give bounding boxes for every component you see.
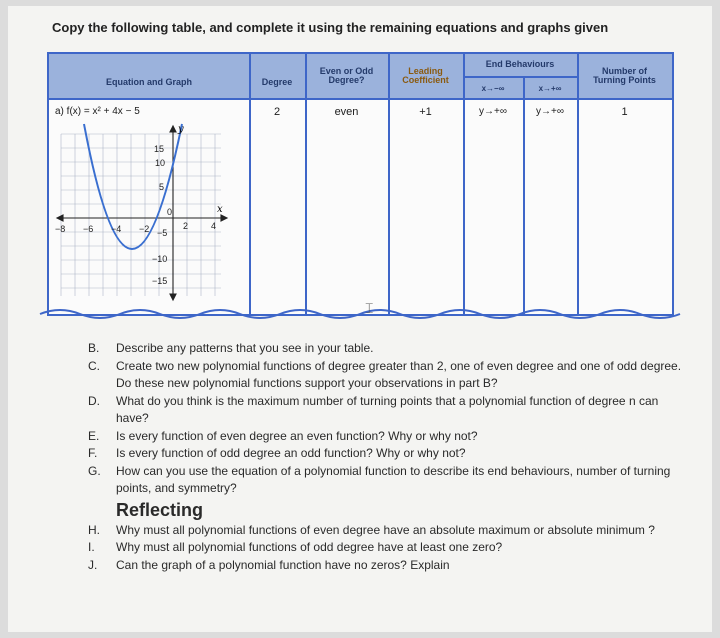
x-tick: −8 bbox=[55, 224, 66, 234]
header-end-left: x→−∞ bbox=[481, 83, 505, 93]
header-leading-coefficient bbox=[388, 54, 463, 98]
question-letter: E. bbox=[88, 428, 100, 443]
header-end-right: x→+∞ bbox=[538, 83, 562, 93]
header-degree: Degree bbox=[261, 77, 293, 88]
question-text: Create two new polynomial functions of degree greater than 2, one of even degree and one of odd degree. Do these new polynomial functions support your observations in part B? bbox=[116, 358, 682, 390]
question-letter: J. bbox=[88, 557, 98, 572]
reflecting-heading: Reflecting bbox=[116, 499, 204, 520]
x-tick: −4 bbox=[111, 224, 122, 234]
question-text: Is every function of even degree an even function? Why or why not? bbox=[116, 428, 478, 443]
equation-a: a) f(x) = x² + 4x − 5 bbox=[55, 106, 140, 117]
header-even-odd-line1: Even or Odd bbox=[319, 65, 374, 76]
torn-edge-line bbox=[40, 304, 680, 324]
header-turning-line2: Turning Points bbox=[593, 75, 656, 85]
graph-grid bbox=[61, 134, 221, 296]
question-j bbox=[88, 557, 688, 575]
question-text: How can you use the equation of a polynomial function to describe its end behaviours, number of turning points, and symmetry? bbox=[116, 463, 671, 495]
cell-even-odd: even bbox=[334, 106, 359, 118]
y-tick: 5 bbox=[159, 182, 165, 192]
header-end-behaviours: End Behaviours bbox=[485, 59, 555, 70]
cell-degree: 2 bbox=[273, 106, 281, 118]
y-tick: −5 bbox=[157, 228, 168, 238]
x-tick: −6 bbox=[83, 224, 94, 234]
y-tick: −10 bbox=[152, 254, 168, 264]
question-letter: I. bbox=[88, 540, 95, 554]
question-letter: B. bbox=[88, 341, 100, 355]
question-text: Is every function of odd degree an odd function? Why or why not? bbox=[116, 446, 466, 460]
header-even-odd bbox=[305, 54, 388, 98]
instructions-text: Copy the following table, and complete it using the remaining equations and graphs given bbox=[52, 20, 609, 35]
question-b bbox=[88, 340, 688, 358]
cell-end-left: y→+∞ bbox=[479, 106, 507, 117]
header-turning-line1: Number of bbox=[601, 65, 647, 76]
question-c bbox=[88, 358, 688, 393]
polynomial-table bbox=[47, 52, 674, 316]
questions-section bbox=[88, 340, 688, 574]
x-axis-label: x bbox=[217, 204, 223, 215]
x-tick-labels bbox=[55, 207, 216, 234]
text-cursor-icon: ⌶ bbox=[365, 300, 374, 316]
x-tick: −2 bbox=[139, 224, 150, 234]
x-tick: 0 bbox=[167, 207, 173, 217]
y-tick: −15 bbox=[152, 276, 168, 286]
y-tick: 15 bbox=[154, 144, 165, 154]
y-tick: 10 bbox=[155, 158, 166, 168]
cell-turning-points: 1 bbox=[621, 106, 628, 118]
question-d bbox=[88, 393, 688, 428]
header-leading-line1: Leading bbox=[408, 65, 443, 76]
parabola-curve bbox=[84, 124, 182, 249]
question-text: Can the graph of a polynomial function have no zeros? Explain bbox=[116, 557, 450, 572]
question-g bbox=[88, 463, 688, 498]
question-f bbox=[88, 445, 688, 463]
header-leading-line2: Coefficient bbox=[402, 75, 449, 85]
question-letter: H. bbox=[88, 522, 100, 537]
header-even-odd-line2: Degree? bbox=[328, 75, 365, 85]
question-text: Why must all polynomial functions of even degree have an absolute maximum or absolute minimum ? bbox=[116, 522, 655, 537]
question-letter: C. bbox=[88, 358, 100, 373]
y-axis-label: y bbox=[178, 124, 184, 135]
question-text: Describe any patterns that you see in your table. bbox=[116, 341, 374, 355]
header-turning-points bbox=[577, 54, 672, 98]
parabola-graph bbox=[57, 124, 237, 304]
question-h bbox=[88, 522, 688, 540]
x-tick: 4 bbox=[211, 221, 217, 231]
question-letter: D. bbox=[88, 393, 100, 408]
cell-leading-coefficient: +1 bbox=[419, 106, 432, 118]
cell-end-right: y→+∞ bbox=[536, 106, 564, 117]
question-e bbox=[88, 428, 688, 446]
question-letter: F. bbox=[88, 446, 98, 460]
question-text: Why must all polynomial functions of odd degree have at least one zero? bbox=[116, 540, 503, 554]
y-tick-labels bbox=[152, 144, 167, 286]
question-text: What do you think is the maximum number of turning points that a polynomial function of degree n can have? bbox=[116, 393, 659, 425]
question-i bbox=[88, 539, 688, 557]
question-letter: G. bbox=[88, 463, 101, 478]
header-equation-graph: Equation and Graph bbox=[105, 77, 192, 88]
x-tick: 2 bbox=[183, 221, 189, 231]
